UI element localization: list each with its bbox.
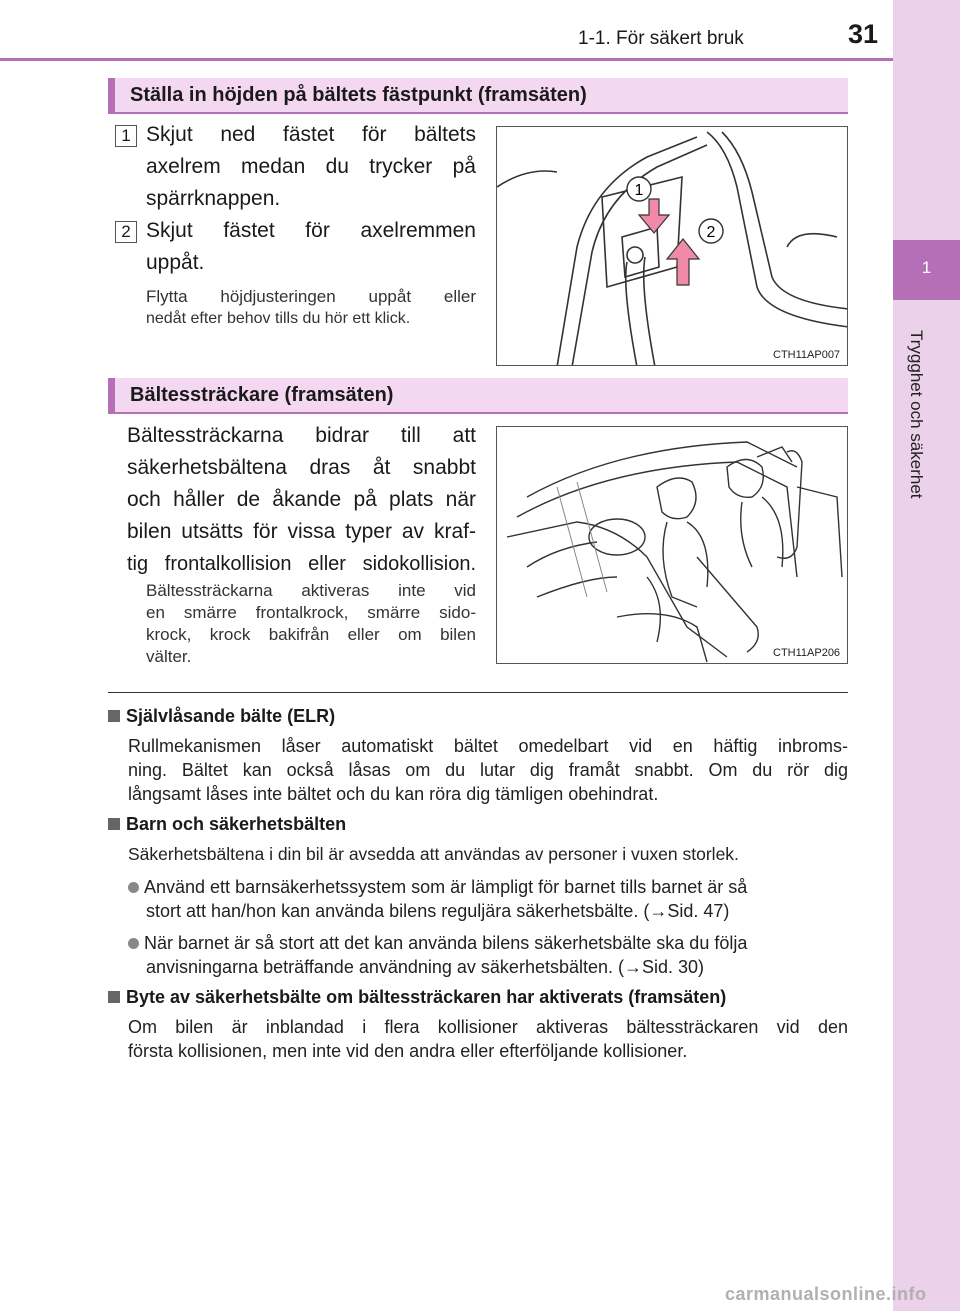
square-bullet-icon bbox=[108, 991, 120, 1003]
bullet-child-restraint-cont: stort att han/hon kan använda bilens reguljära säkerhetsbälte. (→Sid. 47) bbox=[146, 901, 730, 921]
chapter-side-tab bbox=[893, 0, 960, 1311]
watermark: carmanualsonline.info bbox=[725, 1284, 927, 1304]
step-number-1: 1 bbox=[115, 125, 137, 147]
bullet-child-restraint: Använd ett barnsäkerhetssystem som är lämpligt för barnet tills barnet är så bbox=[128, 875, 747, 899]
anchor-adjust-figure bbox=[496, 126, 848, 366]
section-title: Bältessträckare (framsäten) bbox=[130, 384, 394, 406]
page-number: 31 bbox=[848, 19, 879, 49]
chapter-label: Trygghet och säkerhet bbox=[907, 330, 926, 499]
pretensioner-figure bbox=[496, 426, 848, 664]
step-number-2: 2 bbox=[115, 221, 137, 243]
note-heading-children: Barn och säkerhetsbälten bbox=[108, 814, 346, 835]
note-text-replacement: Om bilen är inblandad i flera kollisioner aktiveras bältessträckaren vid den första kollisionen, men inte vid den andra eller efterföljande kollisioner. bbox=[128, 1017, 848, 1061]
round-bullet-icon bbox=[128, 938, 139, 949]
note-heading-elr: Självlåsande bälte (ELR) bbox=[108, 706, 335, 727]
section-divider bbox=[108, 692, 848, 693]
header-section-title: 1-1. För säkert bruk bbox=[578, 28, 744, 49]
chapter-number: 1 bbox=[921, 258, 932, 277]
pretensioner-note: Bältessträckarna aktiveras inte vid en smärre frontalkrock, smärre sido- krock, krock bakifrån eller om bilen välter. bbox=[146, 581, 476, 666]
figure-code: CTH11AP007 bbox=[773, 349, 841, 361]
arrow-right-icon: → bbox=[624, 957, 643, 977]
section-bar-pretensioner bbox=[108, 378, 848, 414]
step-1-text: Skjut ned fästet för bältets axelrem medan du trycker på spärrknappen. bbox=[146, 123, 476, 210]
figure-callout-2: 2 bbox=[706, 224, 716, 241]
square-bullet-icon bbox=[108, 710, 120, 722]
figure-callout-1: 1 bbox=[634, 182, 644, 199]
seatbelt-anchor-illustration bbox=[497, 127, 848, 366]
header-rule bbox=[0, 58, 893, 61]
note-text-children: Säkerhetsbältena i din bil är avsedda att användas av personer i vuxen storlek. bbox=[128, 844, 739, 864]
figure-code: CTH11AP206 bbox=[773, 647, 841, 659]
bullet-adult-belt-cont: anvisningarna beträffande användning av säkerhetsbälten. (→Sid. 30) bbox=[146, 957, 705, 977]
step-2-text: Skjut fästet för axelremmen uppåt. bbox=[146, 219, 476, 274]
section-bar-anchor-height bbox=[108, 78, 848, 114]
section-title: Ställa in höjden på bältets fästpunkt (framsäten) bbox=[130, 84, 587, 106]
step-note: Flytta höjdjusteringen uppåt eller nedåt efter behov tills du hör ett klick. bbox=[146, 287, 476, 327]
square-bullet-icon bbox=[108, 818, 120, 830]
pretensioner-text: Bältessträckarna bidrar till att säkerhetsbältena dras åt snabbt och håller de åkande på plats när bilen utsätts för vissa typer av kraf- tig frontalkollision eller sidokollision. bbox=[127, 424, 476, 575]
note-heading-replacement: Byte av säkerhetsbälte om bältessträckaren har aktiverats (framsäten) bbox=[108, 987, 726, 1008]
arrow-right-icon: → bbox=[649, 901, 668, 921]
car-interior-illustration bbox=[497, 427, 848, 664]
round-bullet-icon bbox=[128, 882, 139, 893]
note-text-elr: Rullmekanismen låser automatiskt bältet omedelbart vid en häftig inbroms- ning. Bältet kan också låsas om du lutar dig framåt snabbt. Om du rör dig långsamt låses inte bältet och du kan röra dig tämligen obehindrat. bbox=[128, 736, 848, 804]
bullet-adult-belt: När barnet är så stort att det kan använda bilens säkerhetsbälte ska du följa bbox=[128, 931, 747, 955]
